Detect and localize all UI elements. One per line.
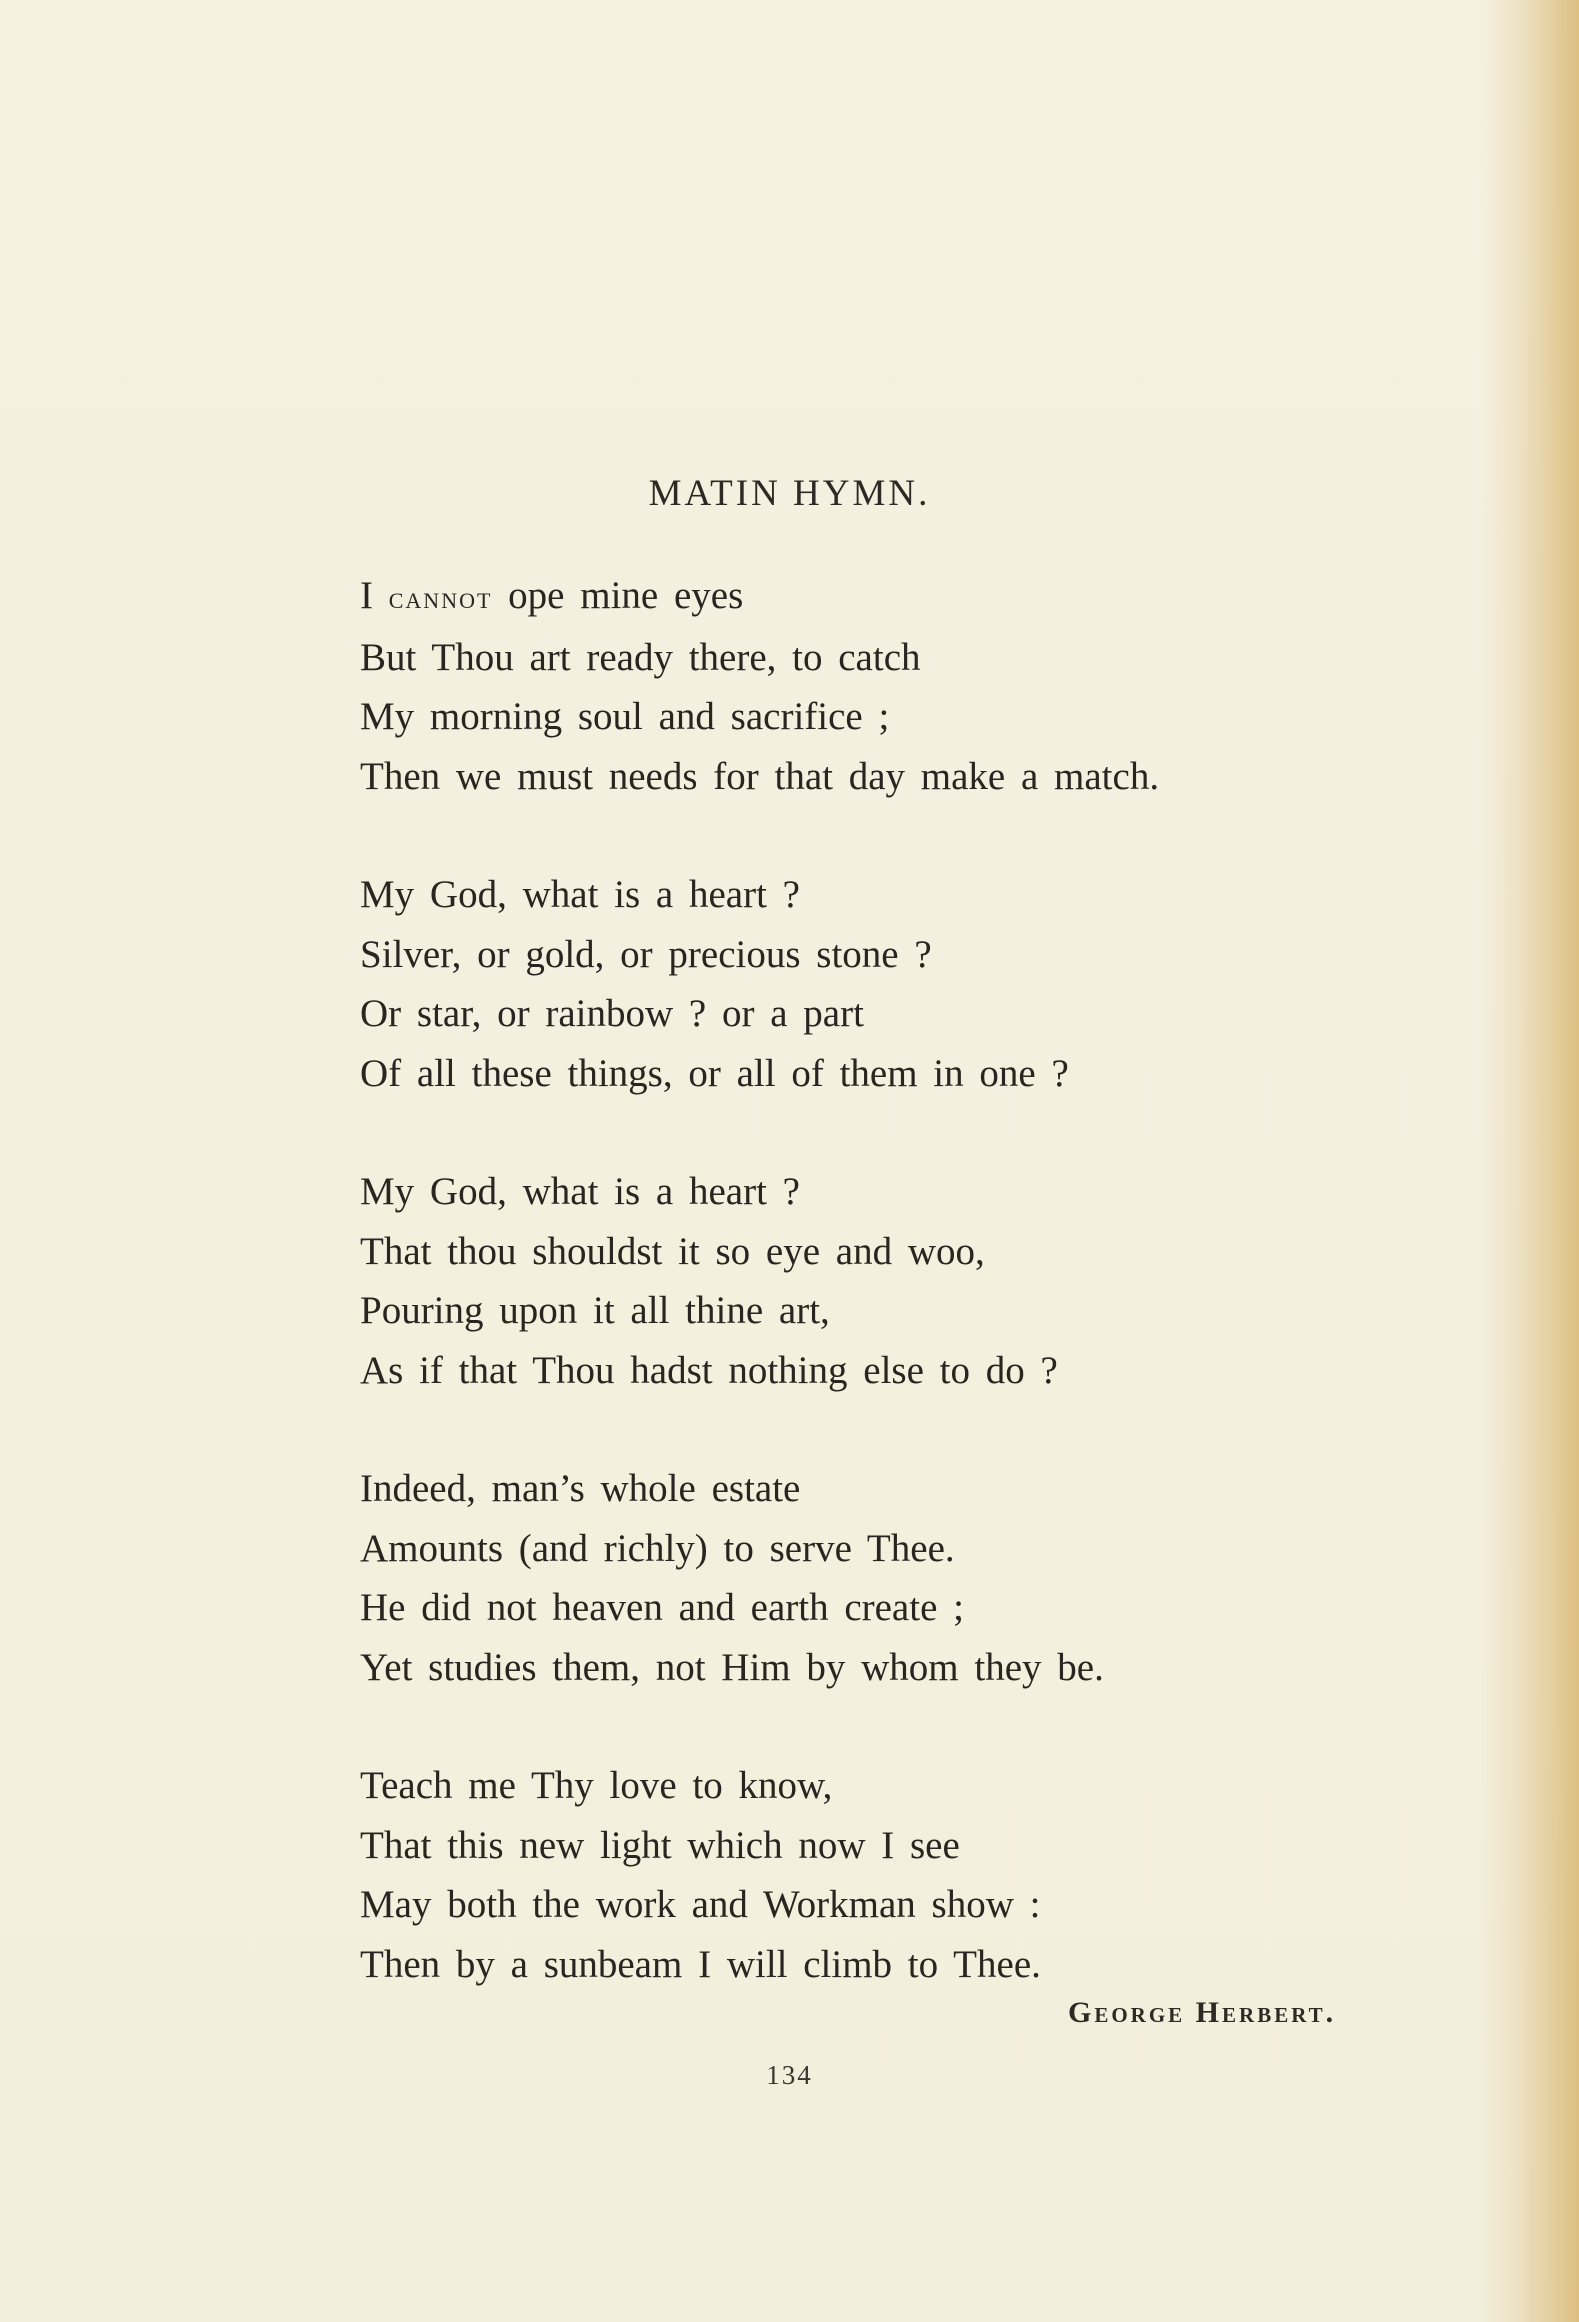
stanza-4 xyxy=(360,1459,1410,1697)
page-number: 134 xyxy=(766,2060,813,2090)
poem-line: May both the work and Workman show : xyxy=(360,1883,1041,1926)
poem-line: Teach me Thy love to know, xyxy=(360,1764,833,1807)
poem-line: That this new light which now I see xyxy=(360,1823,960,1867)
stanza-2 xyxy=(360,865,1410,1103)
poem-body xyxy=(360,566,1410,2053)
first-line-rest: ope mine eyes xyxy=(508,574,744,617)
poem-line xyxy=(360,566,1410,628)
poem-line: My God, what is a heart ? xyxy=(360,1170,800,1213)
poem-line: Yet studies them, not Him by whom they be. xyxy=(360,1645,1104,1689)
poem-line: Pouring upon it all thine art, xyxy=(360,1289,830,1332)
poem-line: Of all these things, or all of them in one ? xyxy=(360,1051,1069,1095)
poem-line: But Thou art ready there, to catch xyxy=(360,635,921,679)
poem-line: Silver, or gold, or precious stone ? xyxy=(360,932,932,976)
stanza-1 xyxy=(360,566,1410,806)
poem-line: My morning soul and sacrifice ; xyxy=(360,695,890,738)
poem-line: My God, what is a heart ? xyxy=(360,873,800,916)
poem-line: Amounts (and richly) to serve Thee. xyxy=(360,1526,955,1570)
poem-line: Indeed, man’s whole estate xyxy=(360,1467,801,1510)
stanza-5 xyxy=(360,1756,1410,1994)
stanza-3 xyxy=(360,1162,1410,1400)
first-word-small-caps: cannot xyxy=(388,579,493,615)
poem-line: Then by a sunbeam I will climb to Thee. xyxy=(360,1942,1041,1986)
poem-line: That thou shouldst it so eye and woo, xyxy=(360,1229,985,1273)
poem-title: MATIN HYMN. xyxy=(648,473,931,514)
poem-line: He did not heaven and earth create ; xyxy=(360,1586,964,1629)
poem-line: Then we must needs for that day make a match. xyxy=(360,754,1160,798)
first-word: I xyxy=(360,574,373,617)
poem-line: As if that Thou hadst nothing else to do ? xyxy=(360,1348,1058,1392)
author-attribution: George Herbert. xyxy=(1068,1996,1337,2029)
poem-line: Or star, or rainbow ? or a part xyxy=(360,992,864,1035)
